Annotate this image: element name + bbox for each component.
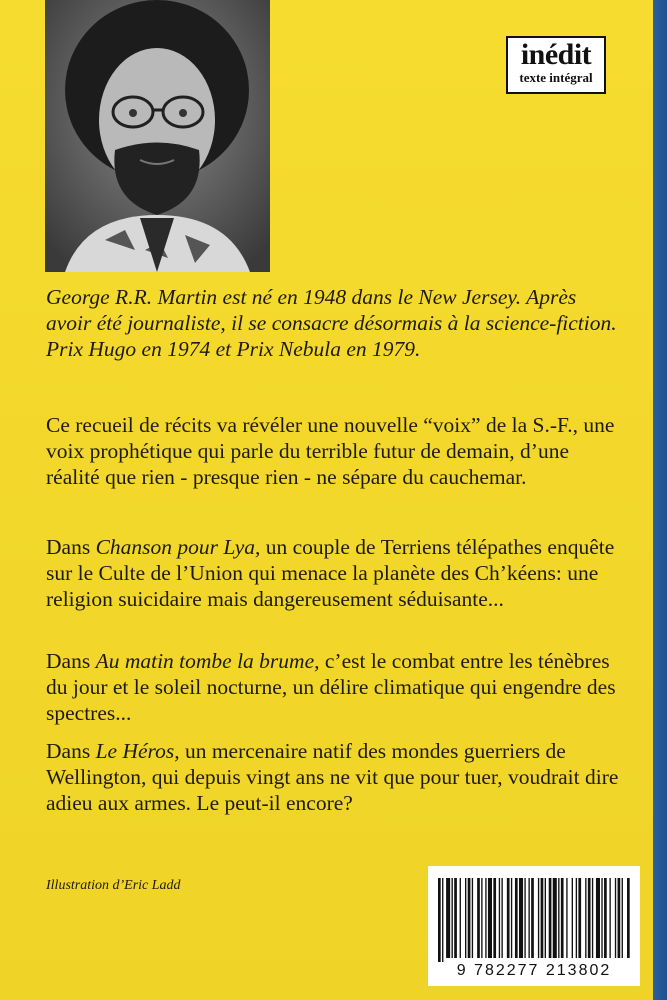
illustration-credit: Illustration d’Eric Ladd (46, 878, 181, 893)
author-photo (45, 0, 270, 272)
spine-edge (653, 0, 667, 1000)
story-text: c’est le combat entre les ténèbres du jour et le soleil nocturne, un délire climatique qui engendre des spectres... (46, 649, 616, 725)
badge-subtitle: texte intégral (519, 70, 593, 85)
story-text: un mercenaire natif des mondes guerriers de Wellington, qui depuis vingt ans ne vit que pour tuer, voudrait dire adieu aux armes. Le peut-il encore? (46, 739, 619, 815)
story-prefix: Dans (46, 649, 96, 673)
badge-title: inédit (520, 38, 592, 71)
story-prefix: Dans (46, 739, 96, 763)
barcode-bars (434, 878, 634, 962)
story-title: Chanson pour Lya, (95, 535, 261, 559)
story-paragraph-lya (46, 534, 626, 612)
story-title: Au matin tombe la brume, (95, 649, 320, 673)
story-text: un couple de Terriens télépathes enquête sur le Culte de l’Union qui menace la planète des Ch’kéens: une religion suicidaire mais dangereusement séduisante... (46, 535, 615, 611)
story-prefix: Dans (46, 535, 96, 559)
barcode-digits: 9 782277 213802 (456, 962, 612, 979)
intro-paragraph: Ce recueil de récits va révéler une nouvelle “voix” de la S.-F., une voix prophétique qui parle du terrible futur de demain, d’une réalité que rien - presque rien - ne sépare du cauchemar. (46, 413, 615, 489)
author-bio: George R.R. Martin est né en 1948 dans le New Jersey. Après avoir été journaliste, il se consacre désormais à la science-fiction. Prix Hugo en 1974 et Prix Nebula en 1979. (46, 285, 617, 361)
barcode (428, 866, 640, 986)
story-title: Le Héros, (95, 739, 180, 763)
unpublished-badge (506, 36, 606, 94)
story-paragraph-brume (46, 648, 626, 726)
story-paragraph-heros (46, 738, 626, 816)
